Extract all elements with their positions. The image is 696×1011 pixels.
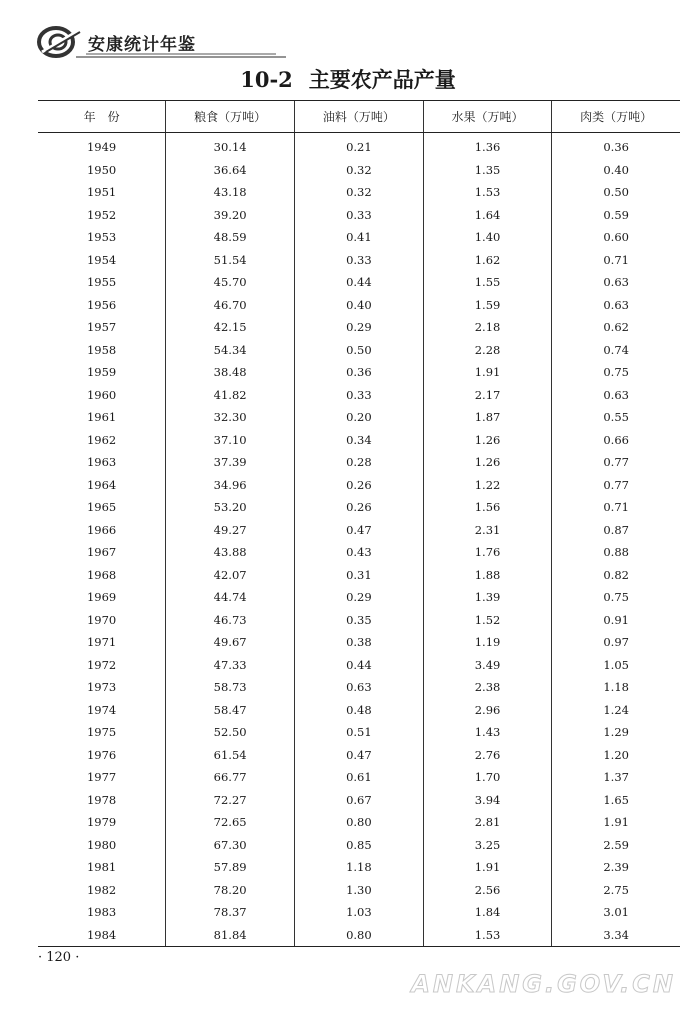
oilseed-cell: 0.41 [295,226,424,249]
grain-cell: 47.33 [166,654,295,677]
table-row [38,834,680,857]
oilseed-cell: 0.44 [295,654,424,677]
meat-cell: 0.88 [552,541,680,564]
meat-cell: 0.59 [552,204,680,227]
fruit-cell: 1.39 [423,586,552,609]
fruit-cell: 1.36 [423,133,552,159]
year-cell: 1951 [86,185,117,199]
oilseed-cell: 0.43 [295,541,424,564]
table-row [38,496,680,519]
grain-cell: 43.88 [166,541,295,564]
oilseed-cell: 0.47 [295,744,424,767]
table-row [38,429,680,452]
year-cell: 1952 [86,207,117,222]
table-row [38,474,680,497]
year-cell: 1978 [86,792,117,807]
oilseed-cell: 0.33 [295,384,424,407]
fruit-cell: 1.56 [423,496,552,519]
fruit-cell: 3.49 [423,654,552,677]
table-row [38,271,680,294]
table-row [38,766,680,789]
grain-cell: 37.10 [166,429,295,452]
grain-cell: 72.65 [166,811,295,834]
meat-cell: 0.75 [552,361,680,384]
oilseed-cell: 0.61 [295,766,424,789]
table-row [38,924,680,947]
table-row [38,789,680,812]
grain-cell: 78.37 [166,901,295,924]
grain-cell: 46.70 [166,294,295,317]
table-number: 10-2 [240,67,293,92]
fruit-cell: 3.25 [423,834,552,857]
year-cell: 1959 [86,365,117,379]
grain-cell: 58.73 [166,676,295,699]
year-cell: 1966 [86,522,117,537]
table-row [38,294,680,317]
table-row [38,586,680,609]
oilseed-cell: 1.03 [295,901,424,924]
fruit-cell: 1.70 [423,766,552,789]
grain-cell: 61.54 [166,744,295,767]
table-row [38,249,680,272]
year-cell: 1984 [38,924,166,947]
fruit-cell: 2.81 [423,811,552,834]
year-cell: 1962 [86,432,117,447]
fruit-cell: 1.43 [423,721,552,744]
oilseed-cell: 0.80 [295,924,424,947]
oilseed-cell: 0.33 [295,249,424,272]
grain-cell: 45.70 [166,271,295,294]
oilseed-cell: 0.29 [295,316,424,339]
header-underline [76,52,286,60]
fruit-cell: 1.26 [423,451,552,474]
grain-cell: 72.27 [166,789,295,812]
year-cell: 1954 [86,252,117,267]
table-row [38,564,680,587]
year-cell: 1968 [86,567,117,582]
oilseed-cell: 0.28 [295,451,424,474]
year-cell: 1969 [86,590,117,604]
year-cell: 1958 [86,342,117,357]
table-row [38,699,680,722]
year-cell: 1980 [86,837,117,852]
grain-cell: 39.20 [166,204,295,227]
grain-cell: 30.14 [166,133,295,159]
fruit-cell: 1.35 [423,159,552,182]
year-cell: 1964 [86,477,117,492]
grain-cell: 78.20 [166,879,295,902]
fruit-cell: 2.38 [423,676,552,699]
grain-cell: 53.20 [166,496,295,519]
page-number: · 120 · [38,950,80,965]
year-cell: 1977 [86,770,117,784]
oilseed-cell: 0.32 [295,181,424,204]
table-row [38,609,680,632]
grain-cell: 37.39 [166,451,295,474]
year-cell: 1973 [86,680,117,694]
oilseed-cell: 0.20 [295,406,424,429]
column-header-year: 年 份 [38,101,166,133]
grain-cell: 49.27 [166,519,295,542]
fruit-cell: 2.96 [423,699,552,722]
fruit-cell: 3.94 [423,789,552,812]
grain-cell: 66.77 [166,766,295,789]
grain-cell: 51.54 [166,249,295,272]
meat-cell: 0.91 [552,609,680,632]
grain-cell: 44.74 [166,586,295,609]
oilseed-cell: 0.38 [295,631,424,654]
grain-cell: 41.82 [166,384,295,407]
grain-cell: 81.84 [166,924,295,947]
table-row [38,879,680,902]
table-row [38,519,680,542]
fruit-cell: 2.18 [423,316,552,339]
meat-cell: 0.77 [552,474,680,497]
meat-cell: 1.18 [552,676,680,699]
year-cell: 1957 [86,320,117,334]
table-row [38,133,680,159]
oilseed-cell: 0.29 [295,586,424,609]
year-cell: 1955 [86,275,117,289]
table-row [38,676,680,699]
oilseed-cell: 0.31 [295,564,424,587]
oilseed-cell: 0.47 [295,519,424,542]
oilseed-cell: 0.67 [295,789,424,812]
grain-cell: 34.96 [166,474,295,497]
oilseed-cell: 0.51 [295,721,424,744]
table-row [38,541,680,564]
table-row [38,811,680,834]
meat-cell: 0.40 [552,159,680,182]
grain-cell: 38.48 [166,361,295,384]
meat-cell: 3.01 [552,901,680,924]
oilseed-cell: 0.33 [295,204,424,227]
fruit-cell: 1.64 [423,204,552,227]
year-cell: 1975 [86,725,117,739]
fruit-cell: 1.91 [423,361,552,384]
fruit-cell: 1.87 [423,406,552,429]
page-header [36,22,256,60]
fruit-cell: 1.22 [423,474,552,497]
grain-cell: 49.67 [166,631,295,654]
table-header-row [38,101,680,133]
meat-cell: 0.62 [552,316,680,339]
year-cell: 1953 [86,230,117,244]
oilseed-cell: 1.18 [295,856,424,879]
meat-cell: 0.50 [552,181,680,204]
meat-cell: 0.75 [552,586,680,609]
table-row [38,654,680,677]
year-cell: 1960 [86,387,117,402]
oilseed-cell: 0.63 [295,676,424,699]
meat-cell: 2.59 [552,834,680,857]
fruit-cell: 1.26 [423,429,552,452]
fruit-cell: 1.52 [423,609,552,632]
meat-cell: 1.65 [552,789,680,812]
year-cell: 1950 [86,162,117,177]
table-row [38,204,680,227]
fruit-cell: 1.55 [423,271,552,294]
grain-cell: 32.30 [166,406,295,429]
year-cell: 1961 [86,410,117,424]
grain-cell: 42.07 [166,564,295,587]
oilseed-cell: 0.26 [295,496,424,519]
production-table [38,100,680,947]
fruit-cell: 2.17 [423,384,552,407]
fruit-cell: 1.84 [423,901,552,924]
meat-cell: 1.24 [552,699,680,722]
oilseed-cell: 0.36 [295,361,424,384]
year-cell: 1976 [86,747,117,762]
grain-cell: 36.64 [166,159,295,182]
meat-cell: 0.77 [552,451,680,474]
meat-cell: 0.63 [552,271,680,294]
site-watermark: ANKANG.GOV.CN [411,970,676,998]
column-header-meat: 肉类（万吨） [552,101,680,133]
year-cell: 1972 [86,657,117,672]
year-cell: 1982 [86,882,117,897]
oilseed-cell: 0.34 [295,429,424,452]
table-row [38,181,680,204]
oilseed-cell: 0.44 [295,271,424,294]
table-row [38,856,680,879]
oilseed-cell: 0.40 [295,294,424,317]
fruit-cell: 2.31 [423,519,552,542]
column-header-fruit: 水果（万吨） [423,101,552,133]
oilseed-cell: 0.32 [295,159,424,182]
meat-cell: 0.87 [552,519,680,542]
grain-cell: 57.89 [166,856,295,879]
table-row [38,744,680,767]
fruit-cell: 1.19 [423,631,552,654]
meat-cell: 0.60 [552,226,680,249]
grain-cell: 54.34 [166,339,295,362]
grain-cell: 43.18 [166,181,295,204]
table-row [38,631,680,654]
year-cell: 1971 [86,635,117,649]
table-row [38,406,680,429]
year-cell: 1949 [86,140,117,154]
fruit-cell: 2.76 [423,744,552,767]
oilseed-cell: 0.80 [295,811,424,834]
table-row [38,451,680,474]
oilseed-cell: 0.26 [295,474,424,497]
oilseed-cell: 0.21 [295,133,424,159]
year-cell: 1970 [86,612,117,627]
fruit-cell: 1.88 [423,564,552,587]
meat-cell: 0.55 [552,406,680,429]
fruit-cell: 1.76 [423,541,552,564]
fruit-cell: 1.91 [423,856,552,879]
grain-cell: 67.30 [166,834,295,857]
year-cell: 1981 [86,860,117,874]
table-title [0,64,696,94]
oilseed-cell: 0.85 [295,834,424,857]
book-title: 安康统计年鉴 [88,35,196,55]
meat-cell: 3.34 [552,924,680,947]
meat-cell: 0.71 [552,249,680,272]
meat-cell: 0.66 [552,429,680,452]
column-header-oilseed: 油料（万吨） [295,101,424,133]
table-row [38,361,680,384]
fruit-cell: 2.28 [423,339,552,362]
table-body [38,133,680,947]
table-row [38,339,680,362]
table-name: 主要农产品产量 [308,67,456,92]
meat-cell: 0.36 [552,133,680,159]
year-cell: 1974 [86,702,117,717]
meat-cell: 2.39 [552,856,680,879]
meat-cell: 2.75 [552,879,680,902]
table-row [38,901,680,924]
table-row [38,721,680,744]
table-row [38,384,680,407]
table-row [38,316,680,339]
year-cell: 1956 [86,297,117,312]
grain-cell: 48.59 [166,226,295,249]
year-cell: 1983 [86,905,117,919]
oilseed-cell: 0.48 [295,699,424,722]
meat-cell: 1.29 [552,721,680,744]
year-cell: 1979 [86,815,117,829]
year-cell: 1963 [86,455,117,469]
meat-cell: 0.74 [552,339,680,362]
column-header-grain: 粮食（万吨） [166,101,295,133]
meat-cell: 1.05 [552,654,680,677]
meat-cell: 1.20 [552,744,680,767]
fruit-cell: 1.53 [423,924,552,947]
fruit-cell: 1.62 [423,249,552,272]
table-row [38,159,680,182]
grain-cell: 46.73 [166,609,295,632]
grain-cell: 42.15 [166,316,295,339]
oilseed-cell: 0.50 [295,339,424,362]
fruit-cell: 2.56 [423,879,552,902]
oilseed-cell: 0.35 [295,609,424,632]
fruit-cell: 1.53 [423,181,552,204]
year-cell: 1965 [86,500,117,514]
meat-cell: 0.97 [552,631,680,654]
fruit-cell: 1.59 [423,294,552,317]
meat-cell: 1.37 [552,766,680,789]
meat-cell: 0.63 [552,384,680,407]
year-cell: 1967 [86,545,117,559]
meat-cell: 0.82 [552,564,680,587]
oilseed-cell: 1.30 [295,879,424,902]
fruit-cell: 1.40 [423,226,552,249]
meat-cell: 0.63 [552,294,680,317]
grain-cell: 58.47 [166,699,295,722]
grain-cell: 52.50 [166,721,295,744]
meat-cell: 0.71 [552,496,680,519]
meat-cell: 1.91 [552,811,680,834]
table-row [38,226,680,249]
